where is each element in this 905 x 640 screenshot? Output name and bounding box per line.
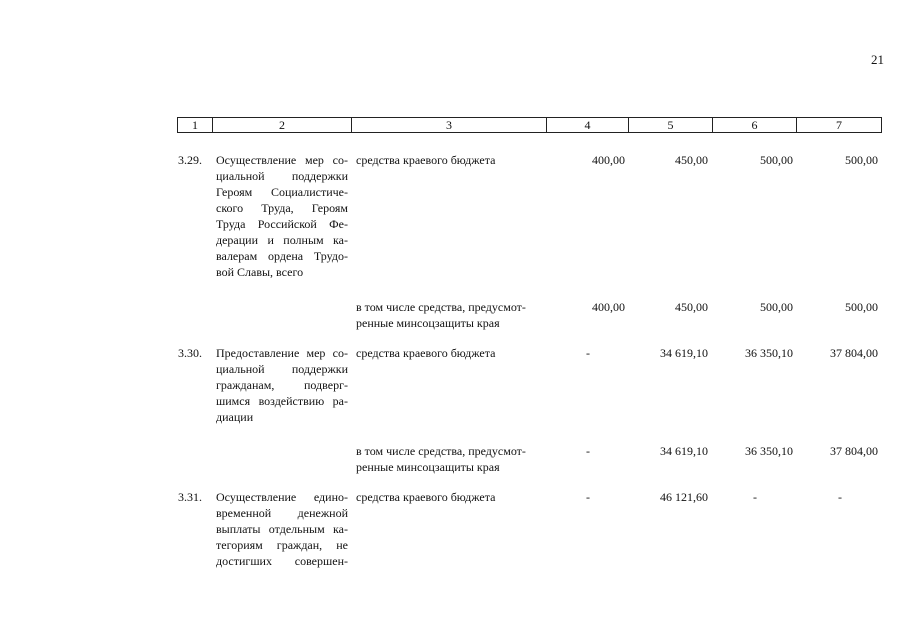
header-col-6: 6 <box>713 118 797 133</box>
row-name-line: циальной поддержки <box>216 362 348 376</box>
row-number: 3.29. <box>178 153 202 167</box>
value-col-4: - <box>586 444 590 458</box>
row-name-line: выплаты отдельным ка- <box>216 522 348 536</box>
value-col-6: - <box>753 490 757 504</box>
funding-source <box>356 489 548 505</box>
header-col-4: 4 <box>547 118 629 133</box>
header-col-5: 5 <box>629 118 713 133</box>
row-name-line: Осуществление мер со- <box>216 153 348 167</box>
funding-source <box>356 345 548 361</box>
row-name-line: гражданам, подверг- <box>216 378 348 392</box>
header-col-7: 7 <box>797 118 882 133</box>
funding-source <box>356 152 548 168</box>
value-col-4: - <box>586 490 590 504</box>
column-number-header <box>177 117 882 133</box>
row-name-line: Осуществление едино- <box>216 490 348 504</box>
funding-source-line: средства краевого бюджета <box>356 490 496 504</box>
row-name-line: достигших совершен- <box>216 554 348 568</box>
value-col-5: 450,00 <box>675 300 708 314</box>
row-name <box>216 152 348 280</box>
header-col-2: 2 <box>213 118 352 133</box>
row-name <box>216 489 348 569</box>
value-col-7: - <box>838 490 842 504</box>
value-col-7: 37 804,00 <box>830 346 878 360</box>
page-number: 21 <box>871 52 884 67</box>
row-number: 3.31. <box>178 490 202 504</box>
value-col-7: 37 804,00 <box>830 444 878 458</box>
funding-source-line: в том числе средства, предусмот- <box>356 300 526 314</box>
value-col-6: 36 350,10 <box>745 346 793 360</box>
row-number: 3.30. <box>178 346 202 360</box>
row-name-line: Труда Российской Фе- <box>216 217 348 231</box>
value-col-5: 450,00 <box>675 153 708 167</box>
row-name-line: Героям Социалистиче- <box>216 185 348 199</box>
row-name-line: диации <box>216 410 254 424</box>
row-name-line: вой Славы, всего <box>216 265 304 279</box>
value-col-5: 34 619,10 <box>660 444 708 458</box>
value-col-4: 400,00 <box>592 300 625 314</box>
row-name-line: тегориям граждан, не <box>216 538 348 552</box>
value-col-5: 34 619,10 <box>660 346 708 360</box>
value-col-5: 46 121,60 <box>660 490 708 504</box>
funding-source-line: ренные минсоцзащиты края <box>356 460 500 474</box>
funding-source <box>356 443 548 475</box>
value-col-7: 500,00 <box>845 300 878 314</box>
value-col-4: - <box>586 346 590 360</box>
value-col-7: 500,00 <box>845 153 878 167</box>
funding-source-line: в том числе средства, предусмот- <box>356 444 526 458</box>
row-name-line: шимся воздействию ра- <box>216 394 348 408</box>
header-col-3: 3 <box>352 118 547 133</box>
funding-source-line: средства краевого бюджета <box>356 153 496 167</box>
funding-source-line: средства краевого бюджета <box>356 346 496 360</box>
row-name-line: дерации и полным ка- <box>216 233 348 247</box>
row-name-line: временной денежной <box>216 506 348 520</box>
row-name-line: циальной поддержки <box>216 169 348 183</box>
funding-source <box>356 299 548 331</box>
value-col-6: 500,00 <box>760 153 793 167</box>
value-col-4: 400,00 <box>592 153 625 167</box>
funding-source-line: ренные минсоцзащиты края <box>356 316 500 330</box>
value-col-6: 36 350,10 <box>745 444 793 458</box>
row-name-line: Предоставление мер со- <box>216 346 348 360</box>
row-name-line: ского Труда, Героям <box>216 201 348 215</box>
row-name <box>216 345 348 425</box>
row-name-line: валерам ордена Трудо- <box>216 249 348 263</box>
header-col-1: 1 <box>178 118 213 133</box>
value-col-6: 500,00 <box>760 300 793 314</box>
